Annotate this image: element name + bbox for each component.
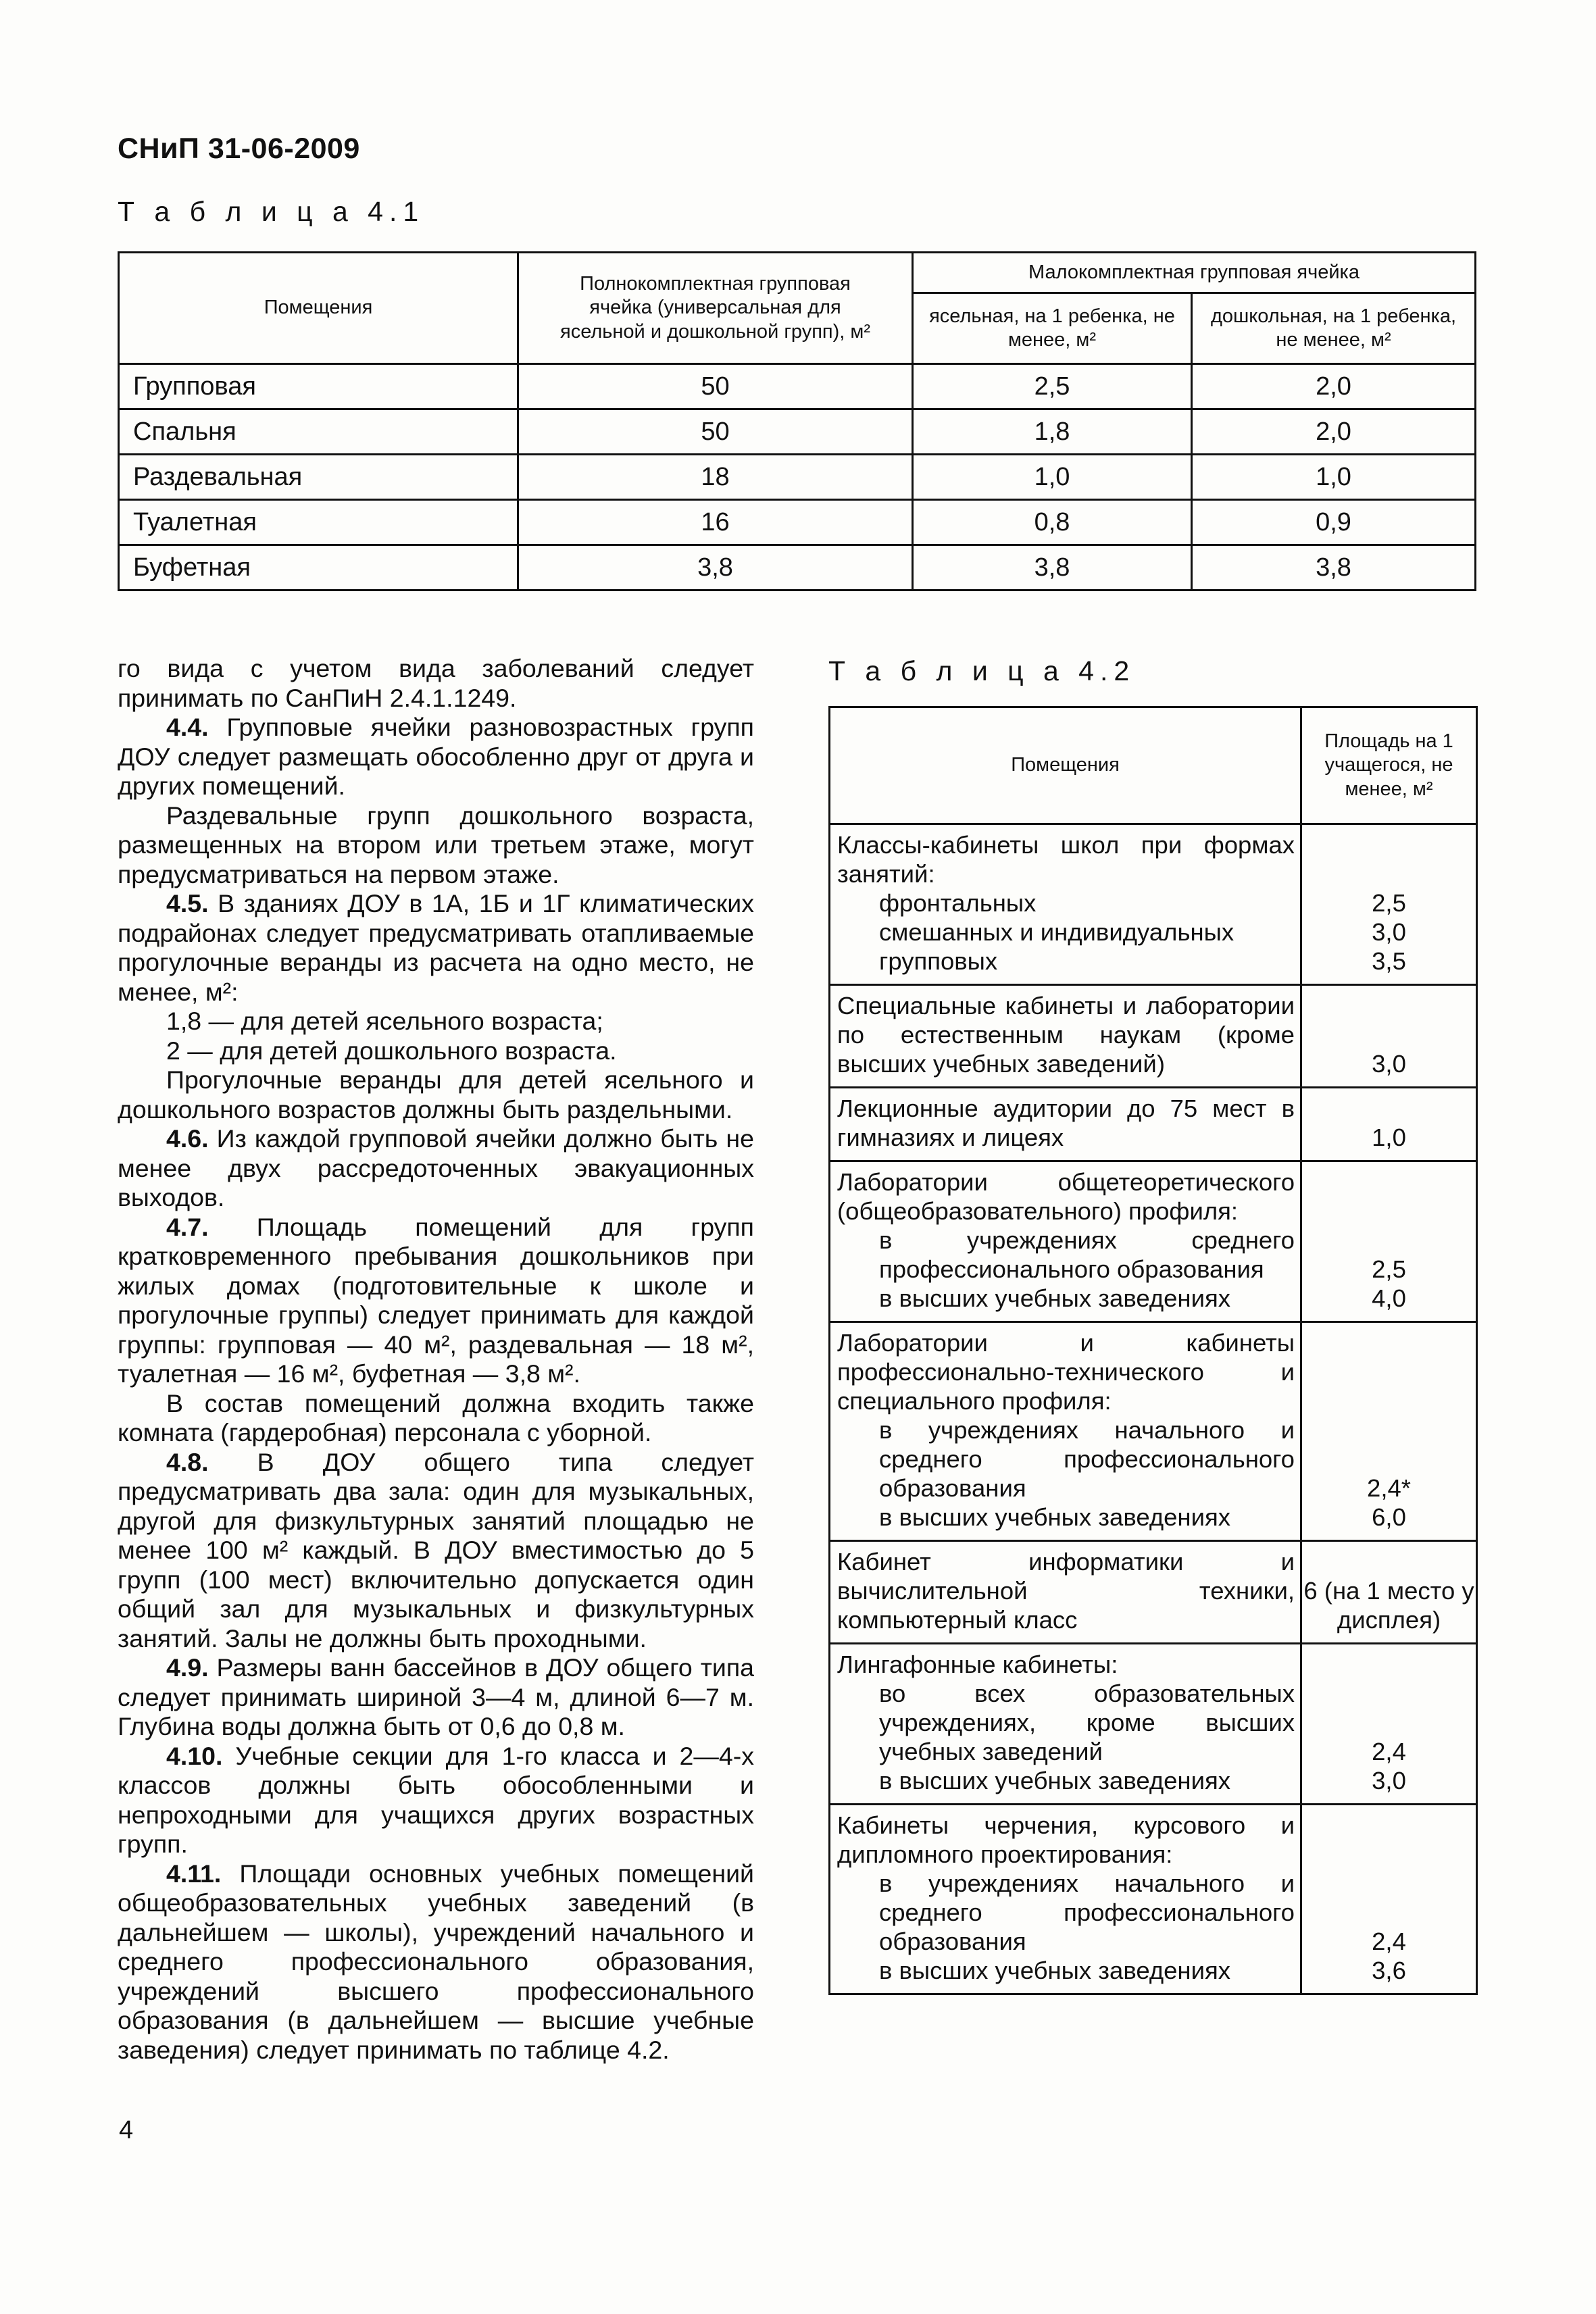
room-line: Лекционные аудитории до 75 мест в гимназиях и лицеях: [837, 1095, 1295, 1151]
header-small-cell: Малокомплектная групповая ячейка: [913, 253, 1476, 293]
table-row: [830, 1644, 1477, 1805]
area-cell: [1301, 1805, 1477, 1994]
nursery-value: 1,8: [913, 409, 1192, 455]
preschool-value: 2,0: [1192, 409, 1476, 455]
clause-number: 4.6.: [166, 1124, 209, 1153]
room-name: Буфетная: [119, 545, 518, 590]
table-row: [830, 1322, 1477, 1541]
area-cell: [1301, 1541, 1477, 1644]
clause-text: Групповые ячейки разновозрастных групп ДОУ следует размещать обособленно друг от друга и других помещений.: [118, 713, 754, 800]
document-code: СНиП 31-06-2009: [118, 132, 360, 165]
header-preschool: дошкольная, на 1 ребенка, не менее, м²: [1192, 293, 1476, 364]
full-value: 3,8: [518, 545, 913, 590]
clause-text: Площади основных учебных помещений общеобразовательных учебных заведений (в дальнейшем — школы), учреждений начального и среднего профессионального образования, учреждений высшего профессионального образования (в дальнейшем — высшие учебные заведения) следует принимать по таблице 4.2.: [118, 1859, 754, 2064]
area-value: 2,4: [1372, 1928, 1406, 1955]
room-line: Лаборатории общетеоретического (общеобразовательного) профиля:: [837, 1168, 1295, 1225]
clause-number: 4.9.: [166, 1653, 209, 1682]
room-cell: [830, 985, 1301, 1088]
table-row: [830, 1088, 1477, 1161]
room-cell: [830, 1644, 1301, 1805]
clause-number: 4.7.: [166, 1212, 209, 1241]
area-value: [1302, 830, 1476, 888]
full-value: 18: [518, 455, 913, 500]
clause-number: 4.10.: [166, 1741, 223, 1770]
clause-text: В зданиях ДОУ в 1А, 1Б и 1Г климатических подрайонах следует предусматривать отапливаемые прогулочные веранды из расчета на одно место, не менее, м²:: [118, 889, 754, 1006]
full-value: 16: [518, 500, 913, 545]
room-line: Специальные кабинеты и лаборатории по естественным наукам (кроме высших учебных заведений): [837, 992, 1295, 1078]
room-line: в высших учебных заведениях: [879, 1767, 1230, 1794]
area-value: 3,6: [1372, 1957, 1406, 1984]
table-4-1-caption: Т а б л и ц а 4.1: [118, 196, 425, 227]
room-name: Туалетная: [119, 500, 518, 545]
table-row: [119, 500, 1476, 545]
area-value: 2,5: [1372, 1255, 1406, 1283]
area-cell: [1301, 1161, 1477, 1322]
clause-4-5: [118, 889, 754, 1007]
room-line: в учреждениях среднего профессионального образования: [879, 1226, 1295, 1283]
room-line: в учреждениях начального и среднего профессионального образования: [879, 1416, 1295, 1502]
clause-number: 4.11.: [166, 1859, 222, 1888]
area-value: 6,0: [1372, 1503, 1406, 1531]
body-text-column: [118, 654, 754, 2065]
clause-4-7: [118, 1213, 754, 1389]
nursery-value: 1,0: [913, 455, 1192, 500]
room-name: Раздевальная: [119, 455, 518, 500]
table-row: [830, 985, 1477, 1088]
area-value: [1302, 1811, 1476, 1869]
header-full-cell: Полнокомплектная групповая ячейка (универсальная для ясельной и дошкольной групп), м²: [518, 253, 913, 364]
paragraph: В состав помещений должна входить также комната (гардеробная) персонала с уборной.: [118, 1388, 754, 1447]
area-value: [1302, 1167, 1476, 1226]
area-value: 4,0: [1372, 1284, 1406, 1312]
header-rooms: Помещения: [119, 253, 518, 364]
area-value: [1302, 1328, 1476, 1415]
room-cell: [830, 1088, 1301, 1161]
room-cell: [830, 1541, 1301, 1644]
area-value: 2,4*: [1367, 1474, 1411, 1502]
clause-number: 4.5.: [166, 889, 209, 917]
room-cell: [830, 1805, 1301, 1994]
table-row: [830, 824, 1477, 985]
area-value: 2,4: [1372, 1738, 1406, 1765]
room-line: смешанных и индивидуальных: [879, 918, 1235, 946]
clause-text: Из каждой групповой ячейки должно быть не менее двух рассредоточенных эвакуационных выходов.: [118, 1124, 754, 1211]
page-number: 4: [119, 2116, 134, 2144]
clause-4-8: [118, 1448, 754, 1654]
table-4-2-caption: Т а б л и ц а 4.2: [828, 655, 1136, 686]
room-cell: [830, 1161, 1301, 1322]
full-value: 50: [518, 409, 913, 455]
room-line: в высших учебных заведениях: [879, 1503, 1230, 1531]
room-name: Спальня: [119, 409, 518, 455]
area-cell: [1301, 1644, 1477, 1805]
table-row: [119, 545, 1476, 590]
header-nursery: ясельная, на 1 ребенка, не менее, м²: [913, 293, 1192, 364]
area-value: 3,0: [1372, 918, 1406, 946]
area-value: 6 (на 1 место у дисплея): [1303, 1577, 1474, 1634]
clause-number: 4.4.: [166, 713, 209, 741]
room-cell: [830, 824, 1301, 985]
room-cell: [830, 1322, 1301, 1541]
clause-4-4: [118, 713, 754, 801]
room-line: в высших учебных заведениях: [879, 1957, 1230, 1984]
area-cell: [1301, 824, 1477, 985]
clause-4-10: [118, 1742, 754, 1859]
nursery-value: 0,8: [913, 500, 1192, 545]
room-line: Лаборатории и кабинеты профессионально-технического и специального профиля:: [837, 1329, 1295, 1415]
table-row: [830, 1161, 1477, 1322]
table-4-2: [828, 706, 1478, 1995]
area-value: 3,5: [1372, 947, 1406, 975]
clause-4-9: [118, 1653, 754, 1742]
preschool-value: 1,0: [1192, 455, 1476, 500]
table-row: [830, 1805, 1477, 1994]
table-row: [119, 409, 1476, 455]
paragraph: го вида с учетом вида заболеваний следует принимать по СанПиН 2.4.1.1249.: [118, 654, 754, 712]
list-item: 1,8 — для детей ясельного возраста;: [166, 1007, 603, 1035]
room-line: групповых: [879, 947, 998, 975]
full-value: 50: [518, 364, 913, 409]
room-name: Групповая: [119, 364, 518, 409]
clause-4-11: [118, 1859, 754, 2065]
room-line: во всех образовательных учреждениях, кроме высших учебных заведений: [879, 1680, 1295, 1765]
clause-text: В ДОУ общего типа следует предусматривать два зала: один для музыкальных, другой для физкультурных занятий площадью не менее 100 м² каждый. В ДОУ вместимостью до 5 групп (100 мест) включительно допускается один общий зал для музыкальных и физкультурных занятий. Залы не должны быть проходными.: [118, 1447, 754, 1653]
header-rooms: Помещения: [830, 707, 1301, 824]
header-area: Площадь на 1 учащегося, не менее, м²: [1301, 707, 1477, 824]
preschool-value: 0,9: [1192, 500, 1476, 545]
room-line: фронтальных: [879, 889, 1037, 917]
area-value: 3,0: [1372, 1050, 1406, 1078]
preschool-value: 3,8: [1192, 545, 1476, 590]
table-4-1: [118, 251, 1476, 591]
area-cell: [1301, 1322, 1477, 1541]
table-row: [119, 455, 1476, 500]
area-value: 2,5: [1372, 889, 1406, 917]
clause-text: Учебные секции для 1-го класса и 2—4-х классов должны быть обособленными и непроходными для учащихся других возрастных групп.: [118, 1741, 754, 1858]
clause-text: Площадь помещений для групп кратковременного пребывания дошкольников при жилых домах (подготовительные к школе и прогулочные группы) следует принимать для каждой группы: групповая — 40 м², раздевальная — 18 м², туалетная — 16 м², буфетная — 3,8 м².: [118, 1212, 754, 1388]
paragraph: Раздевальные групп дошкольного возраста, размещенных на втором или третьем этаже, могут предусматриваться на первом этаже.: [118, 801, 754, 888]
nursery-value: 2,5: [913, 364, 1192, 409]
area-cell: [1301, 985, 1477, 1088]
room-line: Кабинет информатики и вычислительной техники, компьютерный класс: [837, 1548, 1295, 1634]
table-4-2-body: [830, 824, 1477, 1994]
area-value: [1302, 1650, 1476, 1679]
area-value: 1,0: [1372, 1124, 1406, 1151]
paragraph: Прогулочные веранды для детей ясельного и дошкольного возрастов должны быть раздельными.: [118, 1065, 754, 1124]
clause-text: Размеры ванн бассейнов в ДОУ общего типа следует принимать шириной 3—4 м, длиной 6—7 м. Глубина воды должна быть от 0,6 до 0,8 м.: [118, 1653, 754, 1740]
room-line: в высших учебных заведениях: [879, 1284, 1230, 1312]
table-row: [830, 1541, 1477, 1644]
area-value: 3,0: [1372, 1767, 1406, 1794]
clause-4-6: [118, 1124, 754, 1213]
preschool-value: 2,0: [1192, 364, 1476, 409]
room-line: Лингафонные кабинеты:: [837, 1651, 1118, 1678]
room-line: Кабинеты черчения, курсового и дипломного проектирования:: [837, 1811, 1295, 1868]
table-row: [119, 364, 1476, 409]
area-cell: [1301, 1088, 1477, 1161]
list-item: 2 — для детей дошкольного возраста.: [166, 1036, 617, 1065]
nursery-value: 3,8: [913, 545, 1192, 590]
clause-number: 4.8.: [166, 1447, 209, 1476]
room-line: Классы-кабинеты школ при формах занятий:: [837, 831, 1295, 888]
room-line: в учреждениях начального и среднего профессионального образования: [879, 1869, 1295, 1955]
